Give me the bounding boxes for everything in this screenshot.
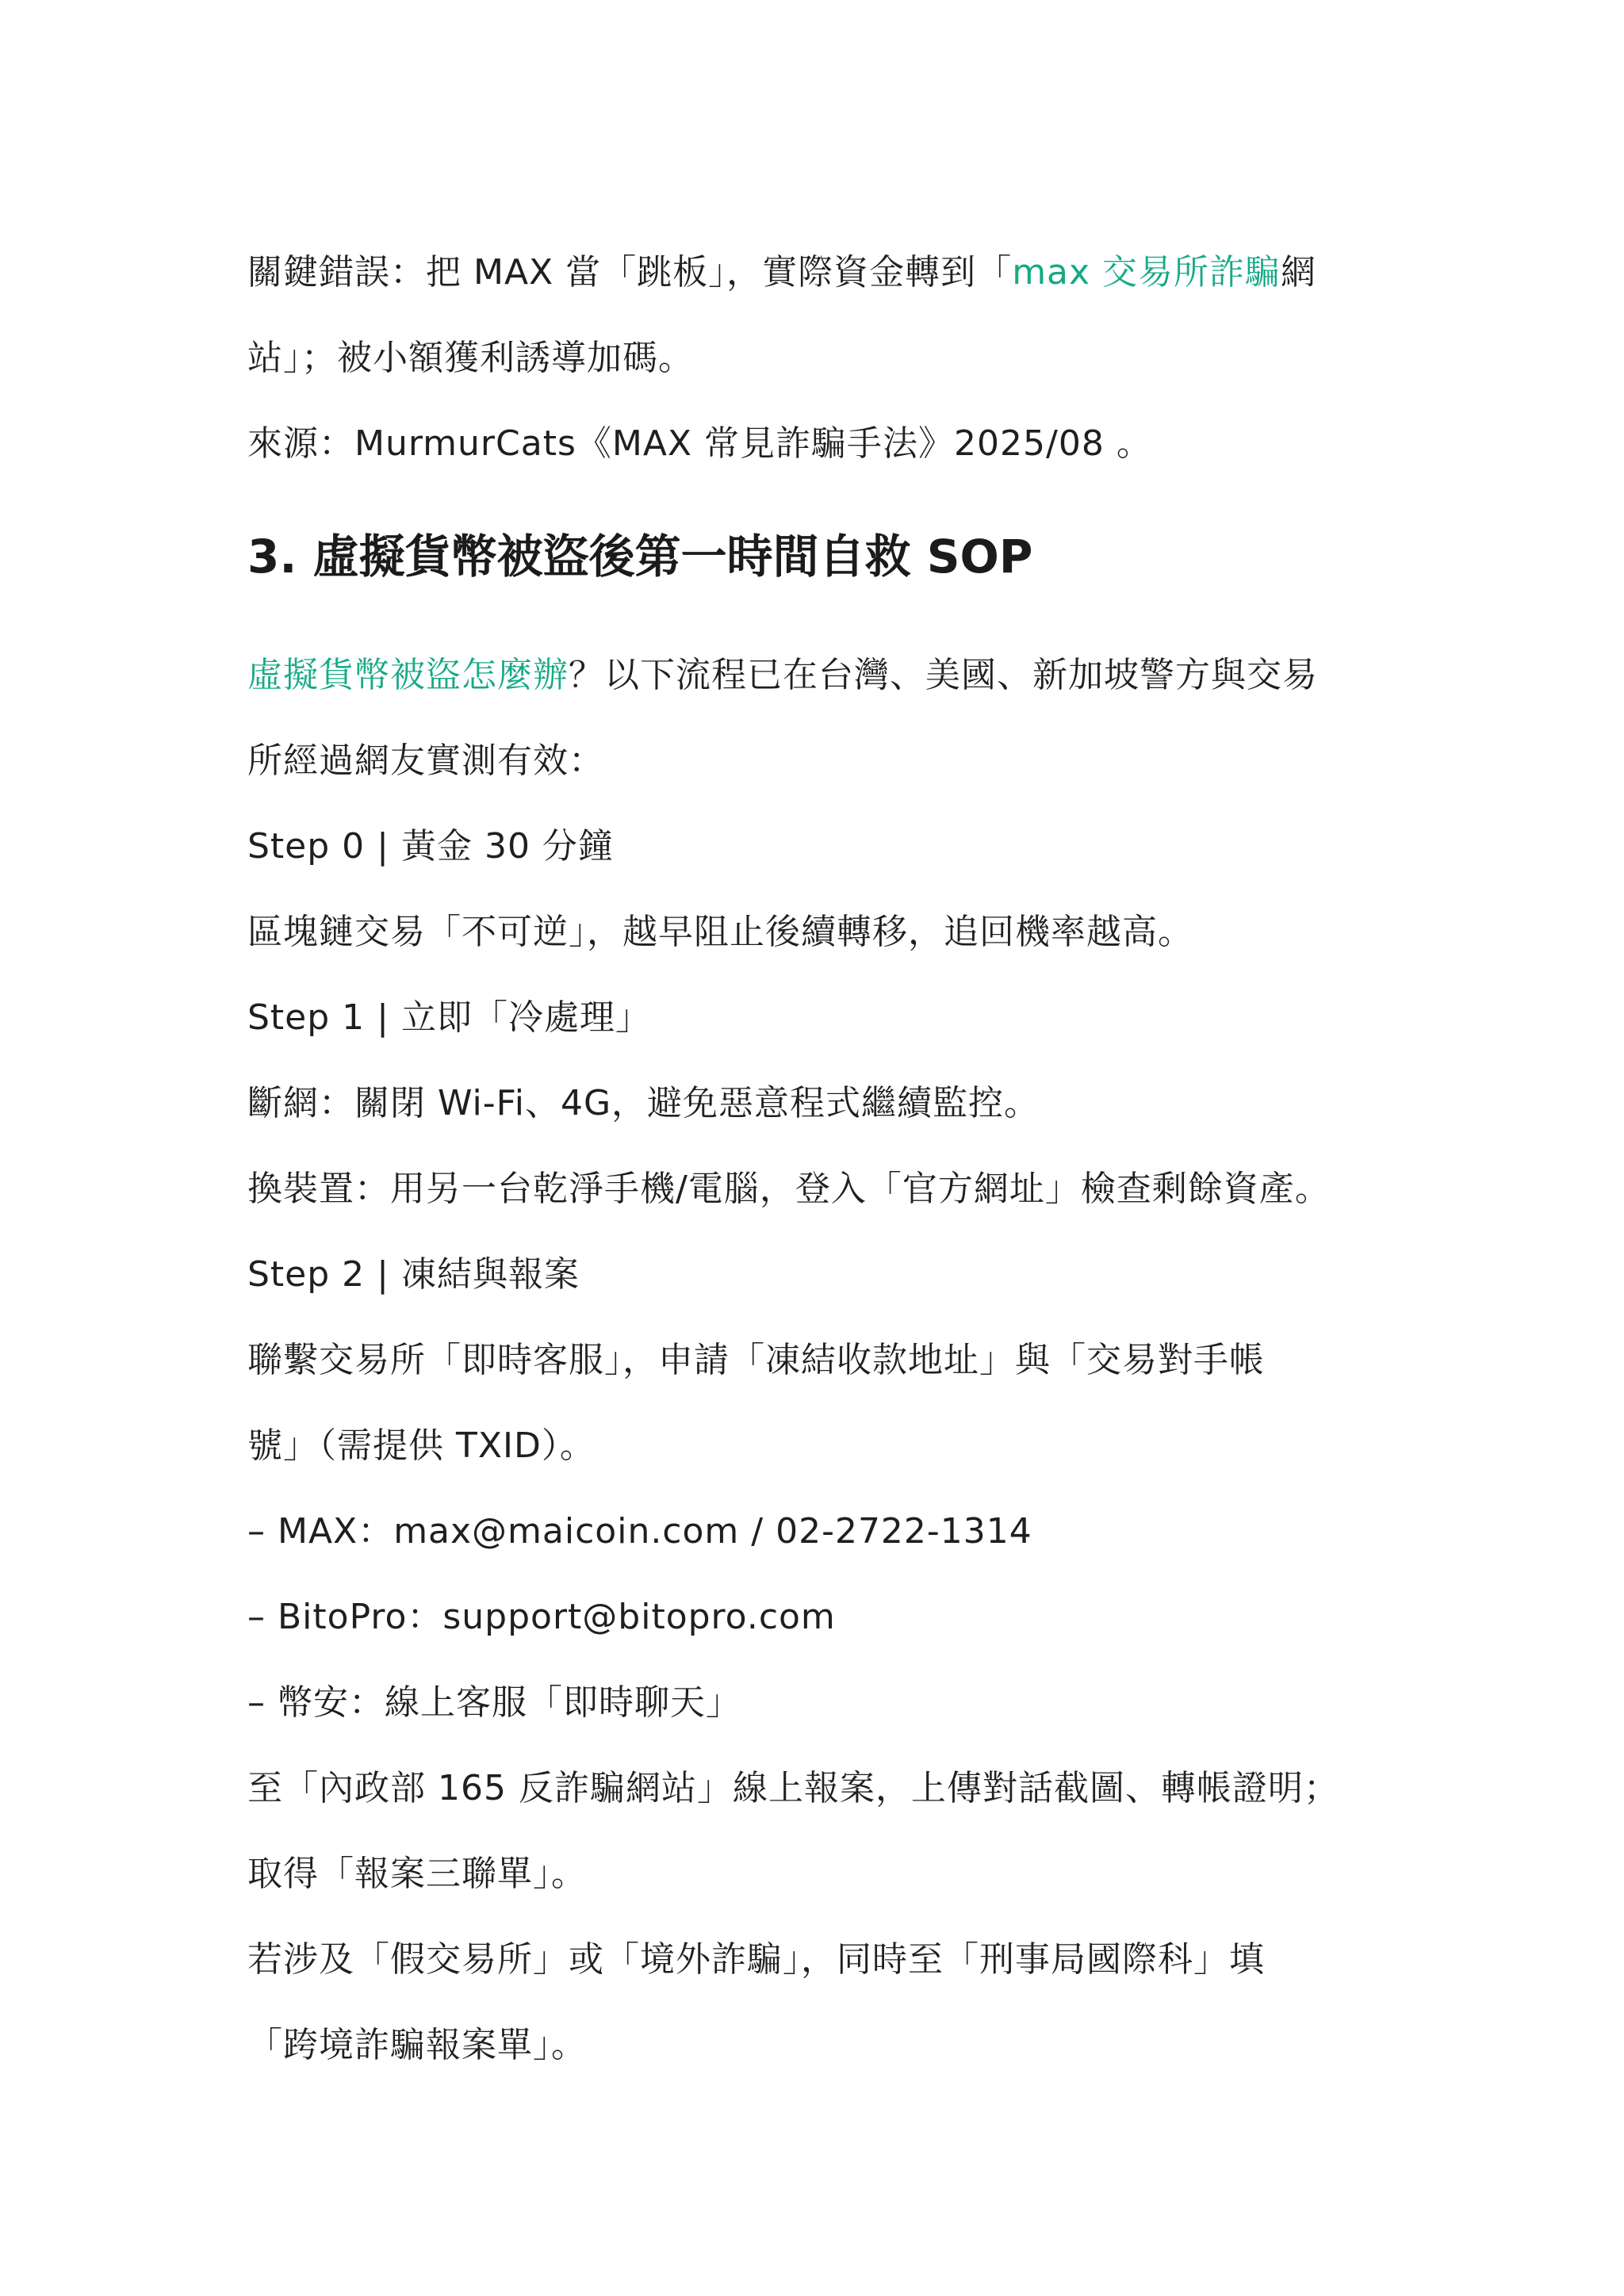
article-body [247,230,1397,2088]
step1-item-switch-device: 換裝置：用另一台乾淨手機/電腦，登入「官方網址」檢查剩餘資產。 [247,1169,1331,1209]
step2-title: Step 2 | 凍結與報案 [247,1254,580,1295]
intro-line-1-pre: 關鍵錯誤：把 MAX 當「跳板」，實際資金轉到「 [247,252,1013,293]
step2-text-line-1: 聯繫交易所「即時客服」，申請「凍結收款地址」與「交易對手帳 [247,1340,1265,1380]
contact-binance: – 幣安：線上客服「即時聊天」 [247,1682,741,1723]
intro-line-2: 站」；被小額獲利誘導加碼。 [247,338,694,378]
contact-max: – MAX：max@maicoin.com / 02-2722-1314 [247,1511,1032,1552]
section-heading: 3. 虛擬貨幣被盜後第一時間自救 SOP [247,530,1033,584]
intro-line-1 [247,230,1397,316]
lead-line-1 [247,633,1397,718]
step1-item-disconnect: 斷網：關閉 Wi-Fi、4G，避免惡意程式繼續監控。 [247,1083,1040,1123]
max-scam-link[interactable]: max 交易所詐騙 [1012,252,1281,293]
source-citation: 來源：MurmurCats《MAX 常見詐騙手法》2025/08 。 [247,423,1152,464]
step2-text-line-2: 號」（需提供 TXID）。 [247,1425,596,1466]
report-line-1: 至「內政部 165 反詐騙網站」線上報案，上傳對話截圖、轉帳證明； [247,1768,1339,1808]
lead-line-2: 所經過網友實測有效： [247,740,604,781]
crypto-stolen-link[interactable]: 虛擬貨幣被盜怎麼辦 [247,655,569,695]
report-line-2: 取得「報案三聯單」。 [247,1854,587,1894]
cross-border-line-1: 若涉及「假交易所」或「境外詐騙」，同時至「刑事局國際科」填 [247,1939,1265,1980]
step0-title: Step 0 | 黃金 30 分鐘 [247,826,614,867]
step0-text: 區塊鏈交易「不可逆」，越早阻止後續轉移，追回機率越高。 [247,912,1193,952]
contact-bitopro: – BitoPro：support@bitopro.com [247,1597,836,1637]
intro-line-1-post: 網 [1281,252,1317,293]
lead-line-1-post: ？以下流程已在台灣、美國、新加坡警方與交易 [569,655,1318,695]
step1-title: Step 1 | 立即「冷處理」 [247,997,651,1038]
cross-border-line-2: 「跨境詐騙報案單」。 [247,2025,587,2065]
